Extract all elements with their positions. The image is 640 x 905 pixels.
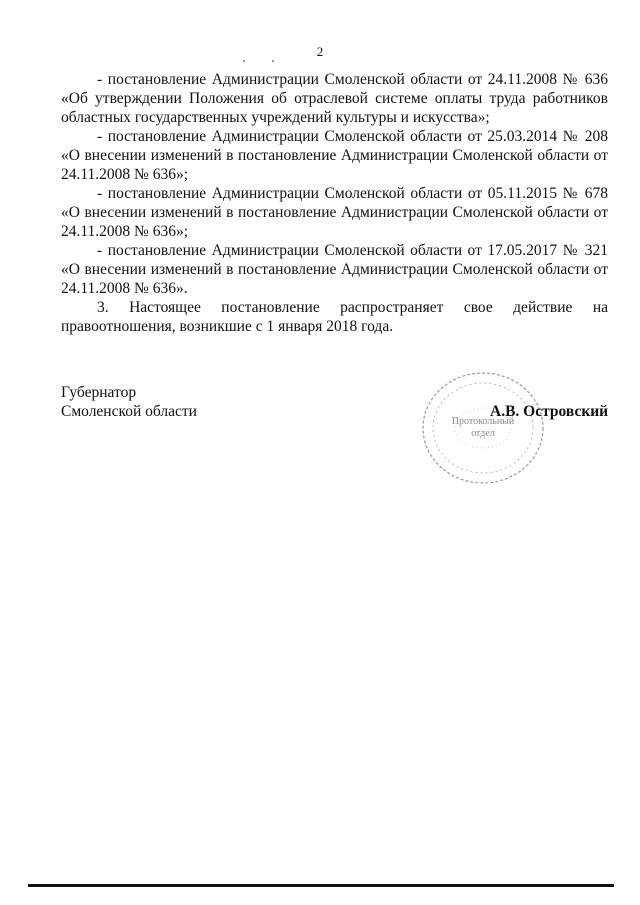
list-item: - постановление Администрации Смоленской области от 25.03.2014 № 208 «О внесении изменений в постановление Администрации Смоленской области от 24.11.2008 № 636»; [61,128,608,183]
document-body [61,70,608,336]
signatory-position: Губернатор [61,384,137,401]
bottom-rule [28,884,614,887]
list-item: - постановление Администрации Смоленской области от 05.11.2015 № 678 «О внесении изменений в постановление Администрации Смоленской области от 24.11.2008 № 636»; [61,185,608,240]
list-item: - постановление Администрации Смоленской области от 24.11.2008 № 636 «Об утверждении Положения об отраслевой системе оплаты труда работников областных государственных учреждений культуры и искусства»; [61,71,608,126]
stamp-text-line2: отдел [471,428,495,439]
stamp-text-line1: Протокольный [451,416,515,427]
clause-3: 3. Настоящее постановление распространяет свое действие на правоотношения, возникшие с 1 января 2018 года. [61,299,608,335]
stamp [418,368,548,488]
signatory-name: А.В. Островский [490,403,609,420]
signature-block [61,383,197,421]
stray-mark [243,60,245,62]
list-item: - постановление Администрации Смоленской области от 17.05.2017 № 321 «О внесении изменений в постановление Администрации Смоленской области от 24.11.2008 № 636». [61,242,608,297]
signatory-region: Смоленской области [61,403,197,420]
stray-mark [272,60,274,62]
page-number: 2 [316,44,324,59]
